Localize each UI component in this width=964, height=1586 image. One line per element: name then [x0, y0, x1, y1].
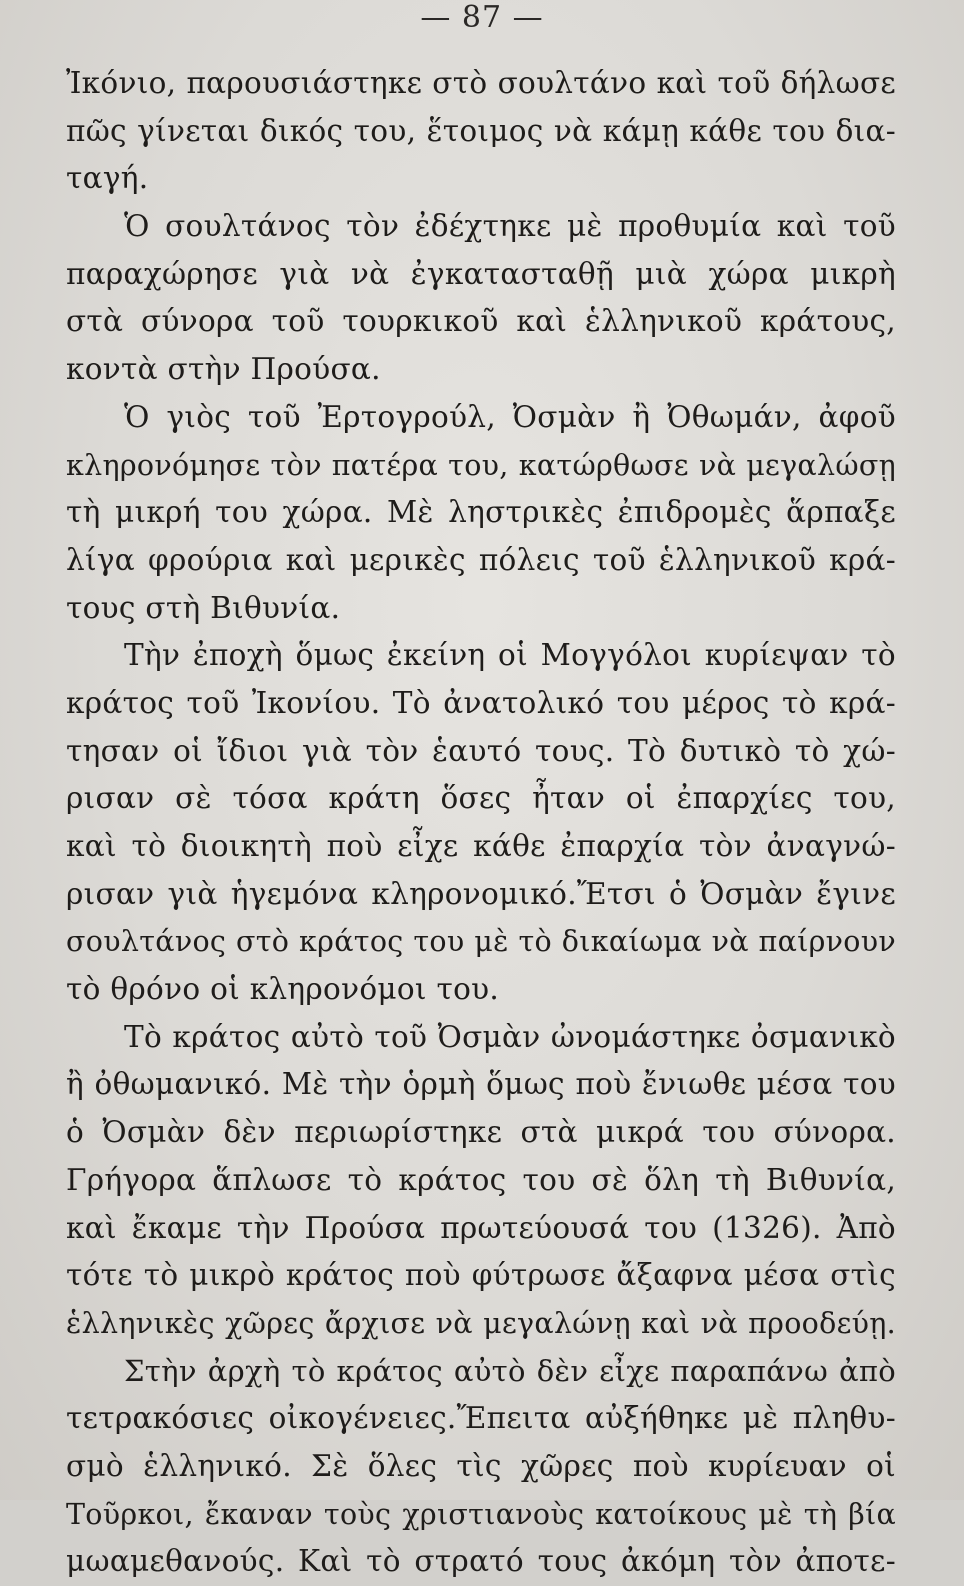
text-line: λίγα φρούρια καὶ μερικὲς πόλεις τοῦ ἑλληνικοῦ κρά- [66, 542, 896, 577]
text-line: στὰ σύνορα τοῦ τουρκικοῦ καὶ ἑλληνικοῦ κράτους, [66, 304, 896, 339]
text-line: σμὸ ἑλληνικό. Σὲ ὅλες τὶς χῶρες ποὺ κυρίευαν οἱ [66, 1448, 896, 1483]
text-line: Στὴν ἀρχὴ τὸ κράτος αὐτὸ δὲν εἶχε παραπάνω ἀπὸ [124, 1353, 896, 1388]
text-line: μωαμεθανούς. Καὶ τὸ στρατό τους ἀκόμη τὸν ἀποτε- [66, 1544, 896, 1579]
text-line: τησαν οἱ ἴδιοι γιὰ τὸν ἑαυτό τους. Τὸ δυτικὸ τὸ χώ- [66, 733, 896, 768]
text-line: ρισαν σὲ τόσα κράτη ὅσες ἦταν οἱ ἐπαρχίες του, [66, 781, 896, 816]
text-line: σουλτάνος στὸ κράτος του μὲ τὸ δικαίωμα νὰ παίρνουν [66, 925, 896, 959]
text-line: Ὁ γιὸς τοῦ Ἐρτογρούλ, Ὀσμὰν ἢ Ὀθωμάν, ἀφοῦ [124, 399, 896, 434]
text-line: Τὴν ἐποχὴ ὅμως ἐκείνη οἱ Μογγόλοι κυρίεψαν τὸ [124, 638, 896, 673]
text-line: τετρακόσιες οἰκογένειες.Ἔπειτα αὐξήθηκε μὲ πληθυ- [66, 1401, 896, 1436]
body-text [66, 60, 896, 1586]
text-line: καὶ ἔκαμε τὴν Προύσα πρωτεύουσά του (1326). Ἀπὸ [66, 1210, 896, 1245]
text-line: κοντὰ στὴν Προύσα. [66, 352, 381, 387]
text-line: τὴ μικρή του χώρα. Μὲ ληστρικὲς ἐπιδρομὲς ἅρπαξε [66, 495, 896, 530]
page-number: — 87 — [420, 0, 544, 35]
text-line: Ὁ σουλτάνος τὸν ἐδέχτηκε μὲ προθυμία καὶ τοῦ [124, 209, 896, 244]
text-line: ταγή. [66, 161, 149, 196]
text-line: καὶ τὸ διοικητὴ ποὺ εἶχε κάθε ἐπαρχία τὸν ἀναγνώ- [66, 829, 896, 863]
text-line: τὸ θρόνο οἱ κληρονόμοι του. [66, 972, 500, 1007]
text-line: ρισαν γιὰ ἡγεμόνα κληρονομικό.Ἔτσι ὁ Ὀσμὰν ἔγινε [66, 876, 896, 911]
text-line: ἢ ὀθωμανικό. Μὲ τὴν ὁρμὴ ὅμως ποὺ ἔνιωθε μέσα του [66, 1067, 896, 1102]
text-line: Γρήγορα ἅπλωσε τὸ κράτος του σὲ ὅλη τὴ Βιθυνία, [66, 1162, 896, 1197]
text-line: Ἰκόνιο, παρουσιάστηκε στὸ σουλτάνο καὶ τοῦ δήλωσε [66, 66, 896, 100]
text-line: ὁ Ὀσμὰν δὲν περιωρίστηκε στὰ μικρά του σύνορα. [66, 1115, 896, 1150]
text-line: τότε τὸ μικρὸ κράτος ποὺ φύτρωσε ἄξαφνα μέσα στὶς [66, 1258, 896, 1293]
text-line: Τὸ κράτος αὐτὸ τοῦ Ὀσμὰν ὠνομάστηκε ὀσμανικὸ [124, 1019, 896, 1054]
text-line: Τοῦρκοι, ἔκαναν τοὺς χριστιανοὺς κατοίκους μὲ τὴ βία [66, 1497, 896, 1531]
text-line: παραχώρησε γιὰ νὰ ἐγκατασταθῇ μιὰ χώρα μικρὴ [66, 256, 896, 291]
text-line: τους στὴ Βιθυνία. [66, 590, 341, 625]
text-line: κράτος τοῦ Ἰκονίου. Τὸ ἀνατολικό του μέρος τὸ κρά- [66, 685, 896, 720]
text-line: ἑλληνικὲς χῶρες ἄρχισε νὰ μεγαλώνῃ καὶ νὰ προοδεύῃ. [66, 1306, 896, 1340]
text-line: κληρονόμησε τὸν πατέρα του, κατώρθωσε νὰ μεγαλώσῃ [66, 448, 896, 482]
text-line: πῶς γίνεται δικός του, ἕτοιμος νὰ κάμῃ κάθε του δια- [66, 113, 896, 148]
